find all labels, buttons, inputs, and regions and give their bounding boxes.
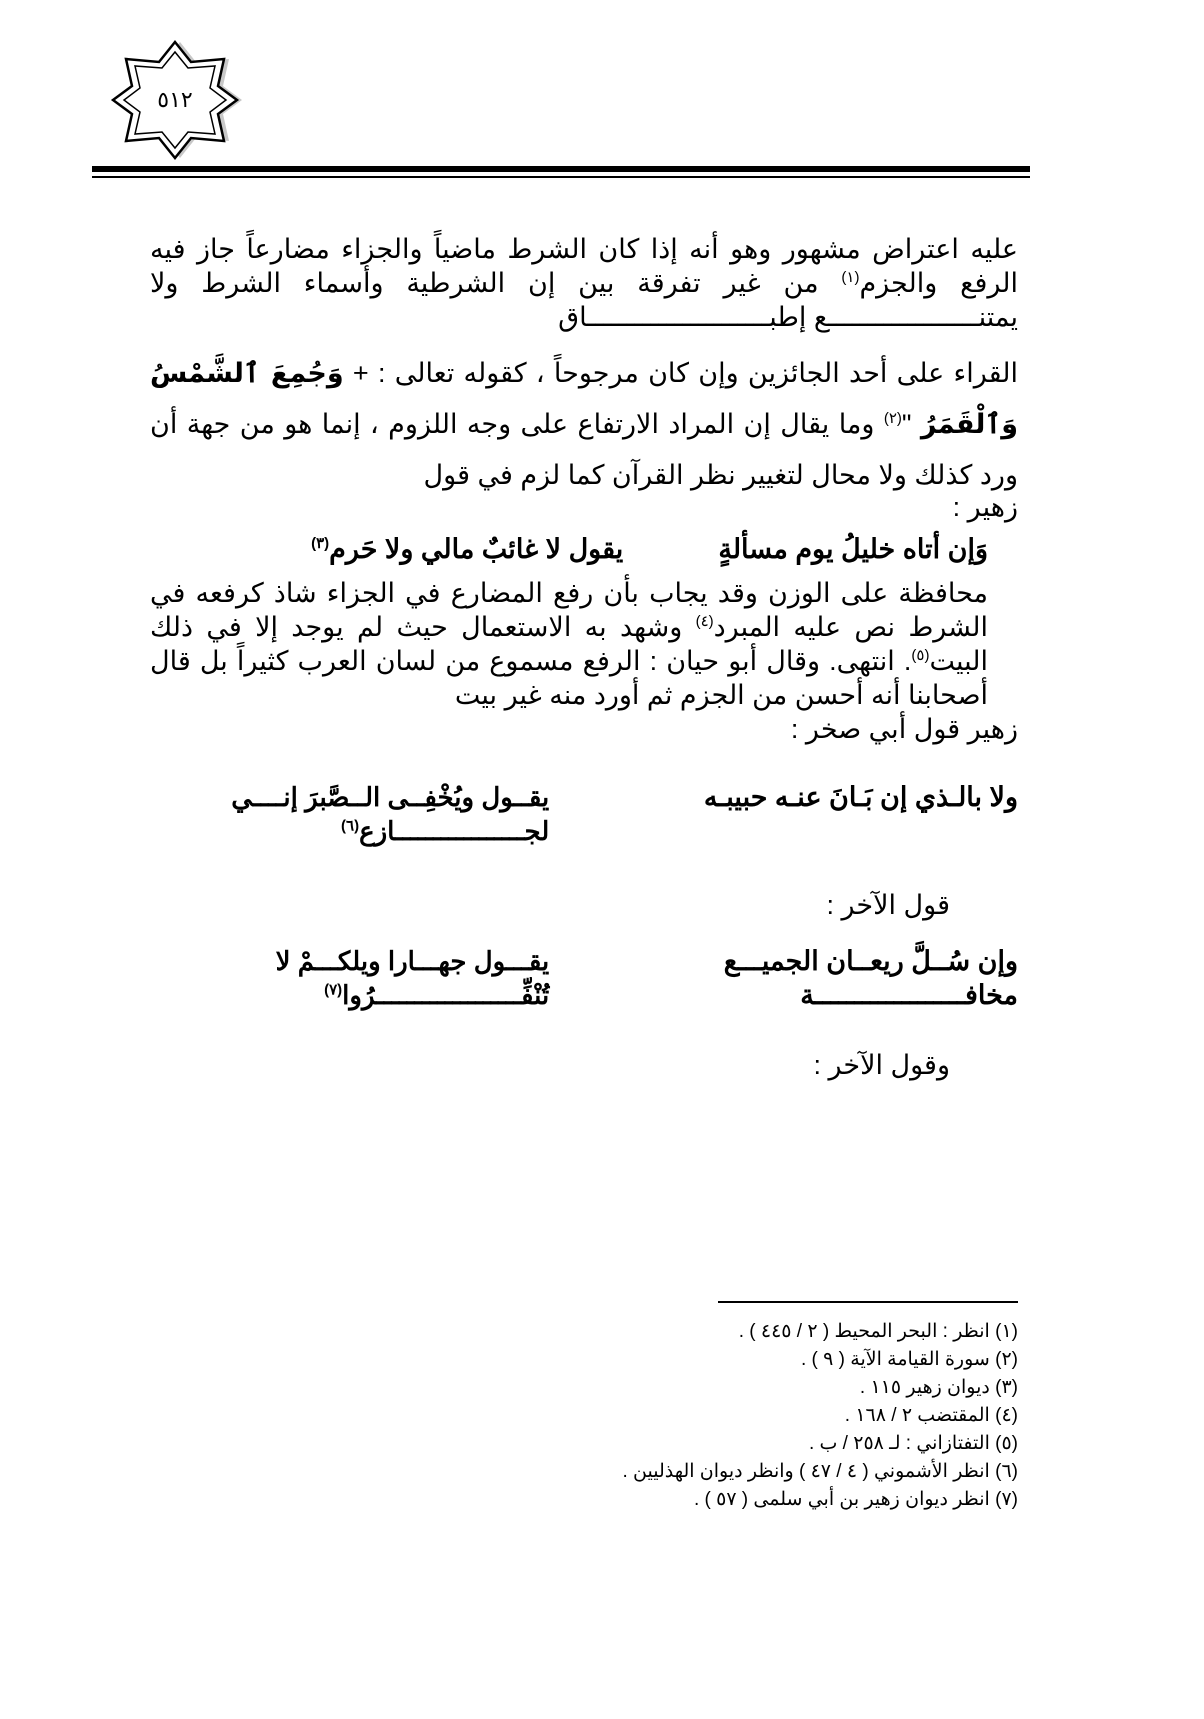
verse-2-hemistich-1: ولا بالـذي إن بَـانَ عنـه حبيبـه	[703, 782, 1018, 812]
footnote-ref-4: (٤)	[695, 613, 714, 630]
footnote-ref-5: (٥)	[911, 647, 930, 664]
verse-3-hemistich-2: يقـــول جهـــارا ويلكـــمْ لا تُنْفِّـــــــــــــــــــرُوا$^{(٧)}$	[275, 946, 550, 1010]
header-rule-thin	[92, 176, 1030, 178]
footnote-item: (٧) انظر ديوان زهير بن أبي سلمى ( ٥٧ ) .	[693, 1489, 1018, 1510]
main-text	[150, 232, 1018, 1082]
quran-verse: وَجُمِعَ ٱلشَّمْسُ وَٱلْقَمَرُ	[150, 358, 1018, 440]
footnote-ref-3: (٣)	[311, 535, 330, 552]
page-number: ٥١٢	[157, 87, 193, 113]
footnote-ref-6: (٦)	[341, 817, 360, 835]
footnote-item: (٥) التفتازاني : لـ ٢٥٨ / ب .	[808, 1433, 1018, 1454]
poet-intro-abu-sakhr: زهير قول أبي صخر :	[790, 714, 1018, 744]
verse-3	[150, 944, 1018, 1012]
paragraph-1b: القراء على أحد الجائزين وإن كان مرجوحاً ، كقوله تعالى : + وَجُمِعَ ٱلشَّمْسُ وَٱلْقَمَرُ "$^{(٢)}$ وما يقال إن المراد الارتفاع على وجه اللزوم ، إنما هو من جهة أن ورد كذلك ولا محال لتغيير نظر القرآن كما لزم في قول	[150, 358, 1018, 490]
paragraph-2: محافظة على الوزن وقد يجاب بأن رفع المضارع في الجزاء شاذ كرفعه في الشرط نص عليه المبرد$^{(٤)}$ وشهد به الاستعمال حيث لم يوجد إلا في ذلك البيت$^{(٥)}$. انتهى. وقال أبو حيان : الرفع مسموع من لسان العرب كثيراً بل قال أصحابنا أنه أحسن من الجزم ثم أورد منه غير بيت	[150, 578, 989, 710]
footnote-item: (٤) المقتضب ٢ / ١٦٨ .	[844, 1405, 1018, 1426]
page-number-badge	[100, 40, 250, 160]
verse-1	[150, 532, 1018, 566]
verse-3-hemistich-1: وإن سُــلَّ ريعــان الجميـــع مخافـــــــــــــــــــة	[723, 946, 1018, 1010]
footnotes-list	[150, 1318, 1018, 1514]
footnote-separator	[718, 1301, 1018, 1303]
poet-intro-zuhair: زهير :	[952, 492, 1018, 522]
verse-1-hemistich-1: وَإن أتاه خليلُ يوم مسألةٍ	[718, 534, 988, 564]
footnote-item: (١) انظر : البحر المحيط ( ٢ / ٤٤٥ ) .	[738, 1321, 1018, 1342]
verse-2	[150, 780, 1018, 848]
paragraph-1: عليه اعتراض مشهور وهو أنه إذا كان الشرط ماضياً والجزاء مضارعاً جاز فيه الرفع والجزم$^{(١)}$ من غير تفرقة بين إن الشرطية وأسماء الشرط ولا يمتنـــــــــــــــــــع إطبـــــــــــــــــــــــاق	[150, 234, 1018, 332]
footnote-item: (٢) سورة القيامة الآية ( ٩ ) .	[800, 1349, 1018, 1370]
footnote-item: (٦) انظر الأشموني ( ٤ / ٤٧ ) وانظر ديوان الهذليين .	[622, 1461, 1018, 1482]
header-rule-thick	[92, 166, 1030, 172]
verse-1-hemistich-2: يقول لا غائبٌ مالي ولا حَرم	[329, 534, 624, 564]
footnote-ref-1: (١)	[841, 269, 860, 286]
verse-2-hemistich-2: يقــول ويُخْفِــى الــصَّبرَ إنــــي لجـــــــــــــــــازع$^{(٦)}$	[231, 782, 550, 846]
intro-another-poet: وقول الآخر :	[813, 1050, 950, 1080]
footnote-ref-7: (٧)	[324, 981, 343, 999]
footnote-ref-2: (٢)	[883, 410, 902, 427]
footnote-item: (٣) ديوان زهير ١١٥ .	[859, 1377, 1018, 1398]
intro-other-poet: قول الآخر :	[826, 890, 950, 920]
